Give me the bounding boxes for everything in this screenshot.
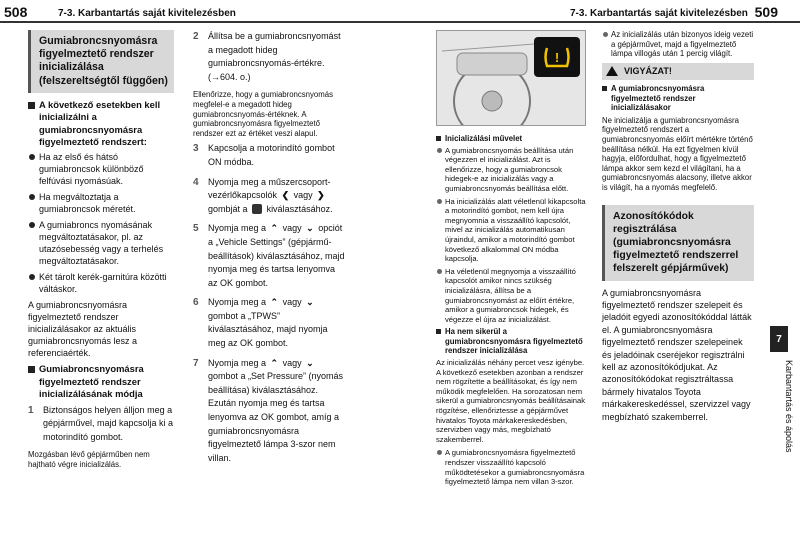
chapter-label: Karbantartás és ápolás <box>784 360 794 453</box>
chapter-tab: 7 <box>770 326 788 352</box>
step-number: 2 <box>193 31 199 42</box>
note-moving: Mozgásban lévő gépjárműben nem hajtható végre inicializálás. <box>28 450 150 470</box>
chevron-down-icon: ⌄ <box>306 357 314 368</box>
section-title-left: 7-3. Karbantartás saját kivitelezésben <box>58 8 236 19</box>
column-1 <box>28 30 174 474</box>
step-text: vagy <box>282 223 302 234</box>
warning-box <box>602 63 754 193</box>
list-item: Ha az első és hátsó gumiabroncsok különböző felfúvási nyomásúak. <box>28 151 174 187</box>
step-text: gombját a <box>208 203 248 214</box>
chevron-up-icon: ⌃ <box>270 297 279 308</box>
list-item: A gumiabroncs nyomásának megváltoztatásakor, pl. az utazósebesség vagy a terhelés megváltoztatásakor. <box>28 219 174 267</box>
step-text: Nyomja meg a műszercsoport-vezérlőkapcsolók <box>208 176 331 201</box>
subheading-method: Gumiabroncsnyomásra figyelmeztető rendszer inicializálásának módja <box>28 363 174 400</box>
list-item: Két tárolt kerék-garnitúra közötti váltáskor. <box>28 271 174 295</box>
step-text: Nyomja meg a <box>208 297 267 308</box>
step-4 <box>193 176 346 217</box>
step-number: 1 <box>28 404 34 416</box>
step-1 <box>28 404 174 445</box>
tpms-warning-icon <box>534 37 580 77</box>
subheading-init-op: Inicializálási művelet <box>436 134 586 144</box>
chevron-right-icon: ❯ <box>317 190 325 201</box>
step-7 <box>193 357 346 466</box>
page-number-left: 508 <box>4 4 28 20</box>
step-text: gombot a „TPWS” kiválasztásához, majd nyomja meg az OK gombot. <box>208 310 328 349</box>
paragraph-reference: A gumiabroncsnyomásra figyelmeztető rendszer inicializálásakor az aktuális gumiabroncsnyomás lesz a referenciaérték. <box>28 300 138 359</box>
settings-square-icon <box>252 204 262 214</box>
section-title-right: 7-3. Karbantartás saját kivitelezésben <box>570 8 748 19</box>
warning-triangle-icon <box>606 66 618 76</box>
chevron-down-icon: ⌄ <box>306 223 314 234</box>
warning-title: VIGYÁZAT! <box>624 65 672 76</box>
step-3 <box>193 142 346 169</box>
step-6 <box>193 296 346 350</box>
list-item: Ha véletlenül megnyomja a visszaállító kapcsolót amikor nincs szükség inicializálásra, állítsa be a gumiabroncsnyomást az előírt értékre, amikor a gumiabroncsok hidegek, és végezze el újra az inicializálást. <box>436 267 586 325</box>
step-text: kiválasztásához. <box>266 203 333 214</box>
step-number: 6 <box>193 297 199 309</box>
step-5 <box>193 222 346 290</box>
subheading-init-fail: Ha nem sikerül a gumiabroncsnyomásra figyelmeztető rendszer inicializálása <box>436 327 586 356</box>
step-text: gombot a „Set Pressure” (nyomás beállítása) kiválasztásához. Ezután nyomja meg és tartsa lenyomva az OK gombot, amíg a gumiabroncsnyomásra figyelmeztető lámpa 3-szor nem villan. <box>208 371 344 463</box>
warning-header <box>602 63 754 80</box>
warning-subheading: A gumiabroncsnyomásra figyelmeztető rendszer inicializálásakor <box>602 84 754 113</box>
note-pressure: Ellenőrizze, hogy a gumiabroncsnyomás megfelel-e a megadott hideg gumiabroncsnyomás-értéknek. A gumiabroncsnyomásra figyelmeztető rendszer ezt az értéket veszi alapul. <box>193 90 333 138</box>
section-heading-id-codes: Azonosítókódok regisztrálása (gumiabroncsnyomásra figyelmeztető rendszerrel felszerelt gépjárművek) <box>602 205 754 281</box>
chevron-down-icon: ⌄ <box>306 297 314 308</box>
list-item: A gumiabroncsnyomásra figyelmeztető rendszer visszaállító kapcsoló működtetésekor a gumiabroncsnyomásra figyelmeztető lámpa nem villan 3-szor. <box>436 448 586 486</box>
step-text: Nyomja meg a <box>208 357 267 368</box>
list-item: A gumiabroncsnyomás beállítása után végezzen el inicializálást. Azt is ellenőrizze, hogy a gumiabroncsok hidegek-e az inicializálás vagy a gumiabroncsnyomás beállítása előtt. <box>436 146 586 194</box>
step-number: 4 <box>193 176 199 188</box>
chevron-left-icon: ❮ <box>281 190 290 201</box>
step-text: Nyomja meg a <box>208 223 267 234</box>
paragraph-id-codes: A gumiabroncsnyomásra figyelmeztető rendszer szelepeit és jeladóit egyedi azonosítókóddal látták el. A gumiabroncsnyomásra figyelmeztető rendszer szelepeinek és jeladóinak cseréjekor regisztrálni kell az azonosítókódjukat. Az azonosítókódokat regisztráltassa bármely hivatalos Toyota márkakereskedéssel, szervizzel vagy megbízható szakemberrel. <box>602 287 752 422</box>
step-text: vagy <box>282 357 302 368</box>
step-number: 5 <box>193 223 199 235</box>
chevron-up-icon: ⌃ <box>270 357 279 368</box>
column-3 <box>436 30 586 490</box>
list-item: Ha inicializálás alatt véletlenül kikapcsolta a motorindító gombot, nem kell újra megnyomnia a visszaállító kapcsolót, mivel az inicializálás automatikusan újraindul, amikor a motorindító gombot következő alkalommal ON módba kapcsolja. <box>436 197 586 264</box>
dashboard-photo <box>436 30 586 126</box>
step-number: 7 <box>193 357 199 369</box>
step-text: Biztonságos helyen álljon meg a gépjárművel, majd kapcsolja ki a motorindító gombot. <box>43 404 174 442</box>
list-item: Az inicializálás után bizonyos ideig vezeti a gépjárművet, majd a figyelmeztető lámpa villogás után 1 percig világít. <box>602 30 754 59</box>
step-text: Kapcsolja a motorindító gombot ON módba. <box>208 143 335 167</box>
step-text: vagy <box>293 190 313 201</box>
list-item: Ha megváltoztatja a gumiabroncsok méretét. <box>28 191 174 215</box>
step-text: opciót a „Vehicle Settings” (gépjármű-beállítások) kiválasztásához, majd nyomja meg és tartsa lenyomva az OK gombot. <box>208 223 345 288</box>
chevron-up-icon: ⌃ <box>270 223 279 234</box>
page-number-right: 509 <box>754 4 778 20</box>
step-text: vagy <box>282 297 302 308</box>
header-rule <box>0 21 800 23</box>
paragraph-fail: Az inicializálás néhány percet vesz igénybe. A következő esetekben azonban a rendszer nem rögzítette a beállításokat, és így nem működik megfelelően. Ha sorozatosan nem sikerül a gumiabroncsnyomás beállításainak rögzítése, ellenőriztesse a gépjárművet hivatalos Toyota márkakereskedésben, szervizben vagy más, megbízható szakemberrel. <box>436 358 585 444</box>
svg-text:!: ! <box>554 50 560 65</box>
column-4 <box>602 30 754 427</box>
subheading-when: A következő esetekben kell inicializálni a gumiabroncsnyomásra figyelmeztető rendszert: <box>28 99 174 149</box>
step-2 <box>193 30 346 84</box>
section-heading-init: Gumiabroncsnyomásra figyelmeztető rendszer inicializálása (felszereltségtől függően) <box>28 30 174 93</box>
column-2 <box>193 30 346 471</box>
step-text: Állítsa be a gumiabroncsnyomást a megadott hideg gumiabroncsnyomás-értékre. (→604. o.) <box>208 31 341 82</box>
step-number: 3 <box>193 143 199 155</box>
warning-text: Ne inicializálja a gumiabroncsnyomásra figyelmeztető rendszert a gumiabroncsnyomás előírt mértékre történő beállítása nélkül. Ha ezt figyelmen kívül hagyja, előfordulhat, hogy a figyelmeztető lámpa akkor sem kezd el világítani, ha a gumiabroncsnyomás alacsony, illetve akkor is világít, ha a nyomás megfelelő. <box>602 115 753 192</box>
